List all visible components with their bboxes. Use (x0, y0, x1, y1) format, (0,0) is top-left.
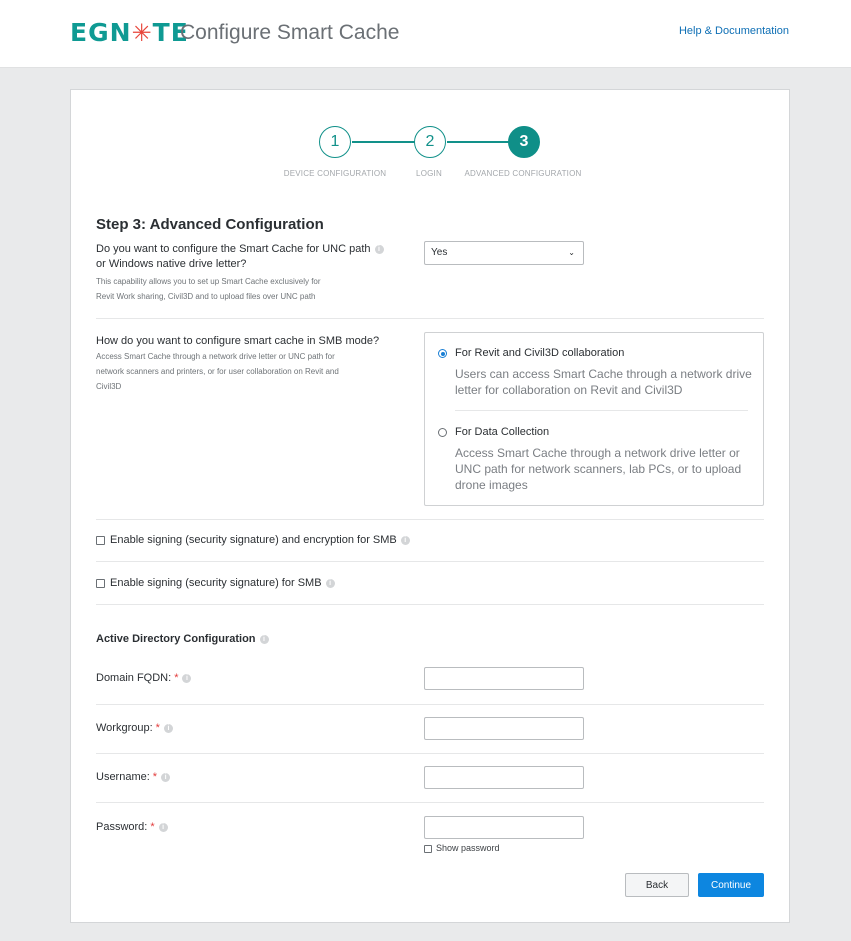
info-icon[interactable]: i (401, 536, 410, 545)
back-button[interactable]: Back (625, 873, 689, 897)
step-connector (352, 141, 415, 143)
continue-button[interactable]: Continue (698, 873, 764, 897)
unc-question-desc-line2: Revit Work sharing, Civil3D and to upload files over UNC path (96, 292, 316, 301)
signing-encryption-label: Enable signing (security signature) and encryption for SMB (110, 534, 397, 546)
radio-label-data-collection: For Data Collection (455, 426, 550, 438)
required-marker: * (174, 672, 179, 684)
smb-mode-options (424, 332, 764, 506)
info-icon[interactable]: i (326, 579, 335, 588)
step-3-label: ADVANCED CONFIGURATION (464, 169, 582, 178)
help-documentation-link[interactable]: Help & Documentation (678, 25, 789, 37)
divider (96, 753, 764, 754)
chevron-down-icon: ⌄ (568, 248, 575, 257)
step-2-circle: 2 (414, 126, 446, 158)
unc-question-desc: This capability allows you to set up Smart Cache exclusively for (96, 277, 321, 286)
unc-select[interactable] (424, 241, 584, 265)
top-bar (0, 0, 851, 68)
smb-mode-desc-line2: network scanners and printers, or for user collaboration on Revit and (96, 367, 339, 376)
logo-star-icon: ✳ (131, 19, 153, 47)
unc-question (96, 242, 396, 304)
password-input[interactable] (424, 816, 584, 839)
divider (96, 519, 764, 520)
required-marker: * (152, 771, 158, 783)
divider (96, 802, 764, 803)
signing-checkbox[interactable] (96, 579, 105, 588)
info-icon[interactable]: i (182, 674, 191, 683)
show-password-checkbox[interactable] (424, 845, 432, 853)
step-1-circle: 1 (319, 126, 351, 158)
show-password-row[interactable] (424, 843, 500, 853)
signing-encryption-checkbox[interactable] (96, 536, 105, 545)
password-label: Password: * i (96, 821, 168, 833)
radio-desc-revit: Users can access Smart Cache through a network drive letter for collaboration on Revit and Civil3D (455, 367, 752, 397)
step-3-circle: 3 (508, 126, 540, 158)
required-marker: * (155, 722, 160, 734)
progress-stepper (71, 126, 789, 186)
info-icon[interactable]: i (260, 635, 269, 644)
signing-encryption-row[interactable] (96, 534, 410, 547)
step-heading: Step 3: Advanced Configuration (96, 216, 324, 233)
domain-fqdn-label: Domain FQDN: * i (96, 672, 191, 684)
username-input[interactable] (424, 766, 584, 789)
smb-mode-title: How do you want to configure smart cache in SMB mode? (96, 335, 380, 347)
smb-mode-desc-line3: Civil3D (96, 382, 122, 391)
active-directory-heading: Active Directory Configuration i (96, 633, 269, 645)
radio-desc-data-collection: Access Smart Cache through a network drive letter or UNC path for network scanners, lab PCs, or to upload drone images (455, 446, 742, 492)
info-icon[interactable]: i (375, 245, 384, 254)
workgroup-input[interactable] (424, 717, 584, 740)
smb-mode-desc: Access Smart Cache through a network drive letter or UNC path for (96, 352, 335, 361)
egnyte-logo: EGN✳TE (70, 18, 189, 47)
signing-row[interactable] (96, 577, 335, 590)
divider (96, 604, 764, 605)
show-password-label: Show password (436, 843, 500, 853)
step-connector (447, 141, 509, 143)
divider (96, 561, 764, 562)
domain-fqdn-input[interactable] (424, 667, 584, 690)
radio-button-data-collection[interactable] (438, 428, 447, 437)
workgroup-label: Workgroup: * i (96, 722, 173, 734)
divider (96, 704, 764, 705)
required-marker: * (150, 821, 155, 833)
app-title: Configure Smart Cache (180, 21, 400, 44)
configuration-card (70, 89, 790, 923)
unc-question-title-line2: or Windows native drive letter? (96, 258, 247, 270)
info-icon[interactable]: i (164, 724, 173, 733)
radio-label-revit: For Revit and Civil3D collaboration (455, 347, 625, 359)
info-icon[interactable]: i (161, 773, 170, 782)
info-icon[interactable]: i (159, 823, 168, 832)
divider (96, 318, 764, 319)
radio-button-revit[interactable] (438, 349, 447, 358)
signing-label: Enable signing (security signature) for SMB (110, 577, 322, 589)
step-1-label: DEVICE CONFIGURATION (283, 169, 387, 178)
divider (455, 410, 748, 411)
smb-mode-question (96, 334, 396, 394)
step-2-label: LOGIN (416, 169, 442, 178)
username-label: Username: * i (96, 771, 170, 783)
unc-select-value: Yes (431, 247, 448, 258)
unc-question-title: Do you want to configure the Smart Cache for UNC path i (96, 242, 396, 257)
